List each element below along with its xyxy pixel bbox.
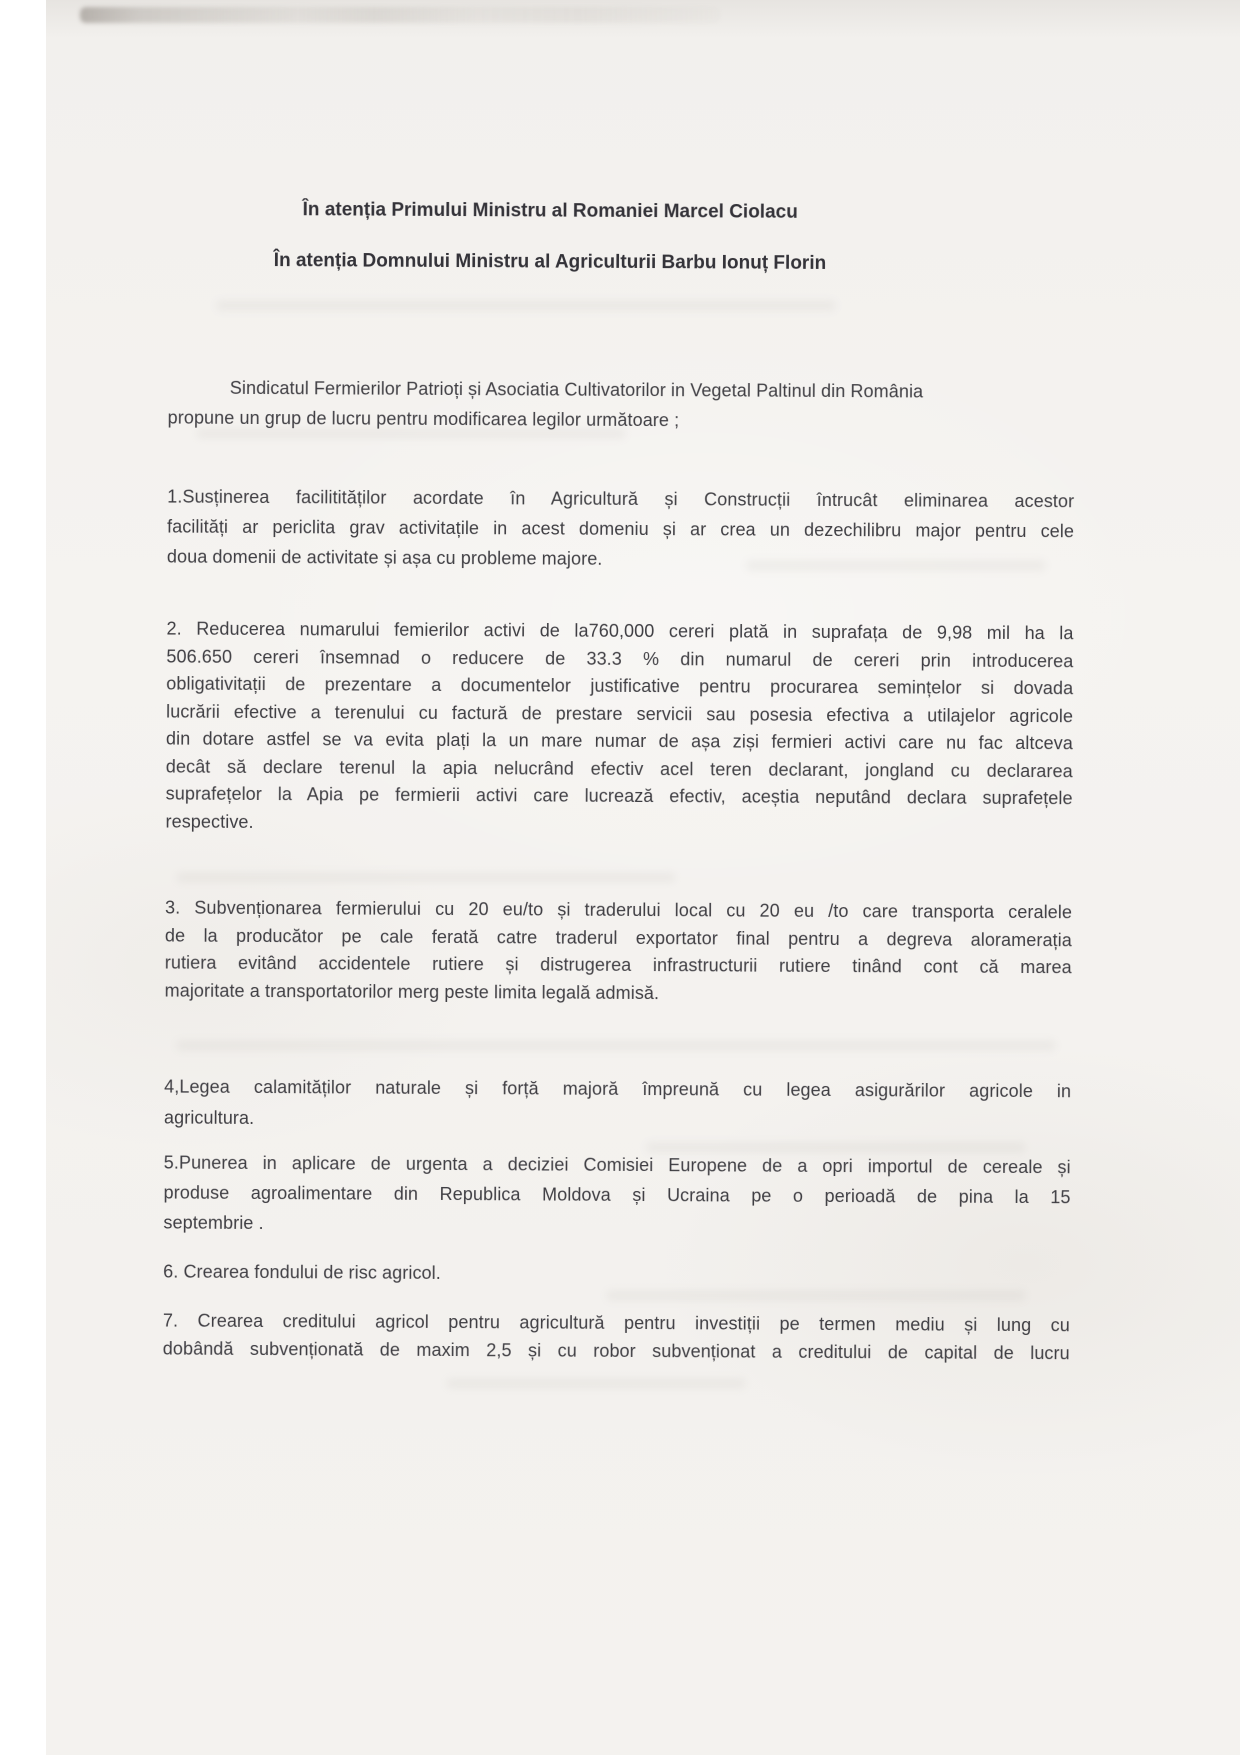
text-line: 4,Legea calamităților naturale și forță majoră împreună cu legea asigurărilor agricole in [164,1076,1072,1102]
text-line: 6. Crearea fondului de risc agricol. [163,1261,441,1283]
text-line: decât să declare terenul la apia nelucrând efectiv acel teren declarant, jongland cu declararea [165,756,1073,781]
paper-sheet [46,0,1240,1755]
point-5-paragraph [163,1148,1070,1243]
text-line: 1.Susținerea facilitităților acordate în Agricultură și Construcții întrucât eliminarea acestor [167,486,1075,512]
text-line: de la producător pe cale ferată catre traderul exportator final pentru a degreva aloramerația [164,925,1072,950]
text-line: propune un grup de lucru pentru modificarea legilor următoare ; [167,407,680,431]
point-6-paragraph [163,1257,1070,1292]
point-3-paragraph [165,895,1073,1011]
text-line: obligativitații de prezentare a documentelor justificative pentru procurarea semințelor si dovada [166,673,1074,699]
text-line: agricultura. [163,1107,255,1128]
text-line: respective. [165,811,254,832]
point-7-paragraph [163,1307,1070,1367]
text-line: dobândă subvenționată de maxim 2,5 și cu robor subvenționat a creditului de capital de lucru [162,1337,1070,1363]
text-line: septembrie . [163,1212,264,1234]
text-line: suprafețelor la Apia pe fermierii activi care lucrează efectiv, aceștia neputând declara suprafețele [165,783,1073,809]
document-title-line-2: În atenția Domnului Ministru al Agriculturii Barbu Ionuț Florin [273,250,827,274]
text-line: rutiera evitând accidentele rutiere și distrugerea infrastructurii rutiere tinând cont că marea [164,952,1072,978]
document-content [39,0,1240,1755]
text-line: 2. Reducerea numarului femierilor activi de la760,000 cereri plată in suprafața de 9,98 mil ha la [166,618,1074,644]
text-line: 7. Crearea creditului agricol pentru agricultură pentru investiții pe termen mediu și lung cu [162,1310,1070,1336]
text-line: din dotare astfel se va evita plați la un mare numar de așa ziși fermieri activi care nu fac altceva [165,728,1074,754]
intro-paragraph [168,373,1075,438]
text-line: facilități ar periclita grav activitațile in acest domeniu și ar crea un dezechilibru major pentru cele [167,516,1075,542]
text-line: majoritate a transportatorilor merg peste limita legală admisă. [164,980,660,1004]
text-line: doua domenii de activitate și așa cu probleme majore. [166,546,603,569]
text-line: 506.650 cereri însemnad o reducere de 33.3 % din numarul de cereri prin introducerea [166,646,1074,671]
point-2-paragraph [165,616,1073,841]
text-line: produse agroalimentare din Republica Moldova și Ucraina pe o perioadă de pina la 15 [163,1182,1071,1208]
point-4-paragraph [164,1072,1071,1139]
text-line: lucrării efective a terenului cu factură de prestare servicii sau posesia efectiva a utilajelor agricole [166,701,1074,726]
text-line: 3. Subvenționarea fermierului cu 20 eu/to și traderului local cu 20 eu /to care transporta ceralele [165,897,1073,923]
point-1-paragraph [167,482,1074,577]
text-line: Sindicatul Fermierilor Patrioți și Asociatia Cultivatorilor in Vegetal Paltinul din România [229,377,924,402]
document-title-line-1: În atenția Primului Ministru al Romaniei Marcel Ciolacu [302,199,798,223]
text-line: 5.Punerea in aplicare de urgenta a deciziei Comisiei Europene de a opri importul de cereale și [163,1152,1071,1178]
